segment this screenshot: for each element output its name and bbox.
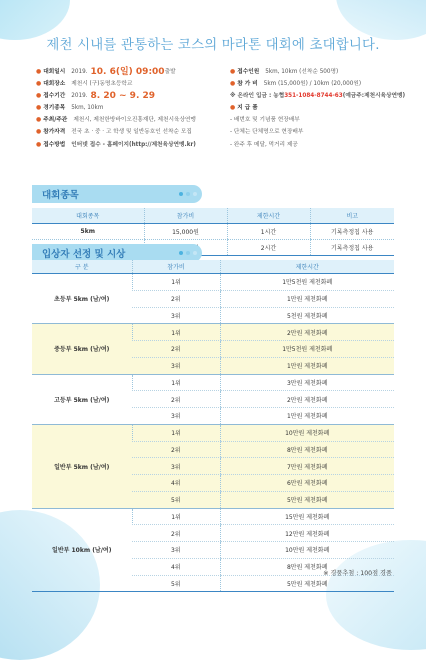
award-category: 초등부 5km (남/여)	[32, 274, 132, 324]
prize-cell: 2만원 제천화폐	[220, 391, 394, 408]
info-row-eligibility	[36, 126, 221, 138]
column-header: 비고	[310, 208, 394, 224]
rank-cell: 3위	[132, 357, 220, 374]
table-row	[32, 374, 394, 391]
bullet-icon: ●	[36, 104, 42, 112]
prize-cell: 1만원 제천화폐	[220, 290, 394, 307]
column-header: 참가비	[132, 260, 220, 274]
event-info-right	[230, 66, 405, 151]
table-cell: 기록측정칩 사용	[310, 224, 394, 240]
info-label: 경기종목	[43, 105, 66, 112]
prize-cell: 8만원 제천화폐	[220, 441, 394, 458]
prize-cell: 8만원 제천화폐	[220, 558, 394, 575]
column-header: 대회종목	[32, 208, 144, 224]
prize-draw-note: ※ 경품추첨 : 100점 경품	[323, 570, 392, 577]
prize-cell: 1만5천원 제천화폐	[220, 274, 394, 291]
info-label: 참 가 비	[237, 81, 258, 88]
info-value: 출발	[164, 69, 176, 75]
info-row-method	[36, 139, 221, 151]
event-date: 10. 6(일) 09:00	[90, 67, 165, 77]
column-header: 구 분	[32, 260, 132, 274]
rank-cell: 4위	[132, 475, 220, 492]
info-row-payment	[230, 90, 405, 102]
prize-cell: 2만원 제천화폐	[220, 324, 394, 341]
info-label: 접수기간	[43, 93, 66, 100]
prize-cell: 7만원 제천화폐	[220, 458, 394, 475]
section-heading-text: 입상자 선정 및 시상	[42, 249, 126, 260]
table-header-row	[32, 208, 394, 224]
info-value: 5km, 10km (선착순 500명)	[265, 69, 339, 75]
award-category: 일반부 5km (남/여)	[32, 424, 132, 508]
column-header: 제한시간	[227, 208, 310, 224]
info-label: 대회일시	[43, 69, 66, 75]
info-value: 2019.	[71, 93, 88, 100]
rank-cell: 2위	[132, 290, 220, 307]
table-cell: 기록측정칩 사용	[310, 240, 394, 256]
info-row-item-3	[230, 139, 405, 151]
info-row-item-1	[230, 114, 405, 126]
table-row	[32, 508, 394, 525]
dots-icon	[179, 192, 197, 196]
rank-cell: 5위	[132, 491, 220, 508]
table-cell: 5km	[32, 224, 144, 240]
info-value: 전국 초 · 중 · 고 학생 및 일반동호인 선착순 모집	[71, 129, 192, 136]
dots-icon	[179, 251, 197, 255]
section-heading-text: 대회종목	[42, 190, 79, 201]
bullet-icon: ●	[230, 80, 236, 88]
prize-cell: 1만원 제천화폐	[220, 408, 394, 425]
prize-cell: 1만5천원 제천화폐	[220, 341, 394, 358]
account-holder: (예금주:제천시육상연맹)	[342, 93, 406, 100]
info-value: - 배번호 및 기념품 현장배부	[230, 117, 300, 124]
bullet-icon: ●	[36, 80, 42, 88]
prize-cell: 3만원 제천화폐	[220, 374, 394, 391]
rank-cell: 3위	[132, 458, 220, 475]
column-header: 제한시간	[220, 260, 394, 274]
info-label: 지 급 품	[237, 105, 258, 112]
column-header: 참가비	[144, 208, 227, 224]
rank-cell: 1위	[132, 424, 220, 441]
rank-cell: 1위	[132, 274, 220, 291]
rank-cell: 1위	[132, 374, 220, 391]
info-value: 5km, 10km	[71, 105, 104, 112]
info-row-host	[36, 114, 221, 126]
info-value: 2019.	[71, 69, 88, 75]
award-category: 중등부 5km (남/여)	[32, 324, 132, 374]
prize-cell: 5만원 제천화폐	[220, 491, 394, 508]
bullet-icon: ●	[36, 92, 42, 100]
prize-cell: 15만원 제천화폐	[220, 508, 394, 525]
bullet-icon: ●	[36, 128, 42, 136]
info-row-items	[230, 102, 405, 114]
bullet-icon: ●	[36, 116, 42, 124]
table-row	[32, 424, 394, 441]
rank-cell: 1위	[132, 324, 220, 341]
table-cell: 2시간	[227, 240, 310, 256]
rank-cell: 3위	[132, 408, 220, 425]
rank-cell: 3위	[132, 542, 220, 559]
rank-cell: 1위	[132, 508, 220, 525]
table-cell: 1시간	[227, 224, 310, 240]
prize-cell: 5만원 제천화폐	[220, 575, 394, 592]
table-row	[32, 274, 394, 291]
info-value: 인터넷 접수 - 홈페이지(http://제천육상연맹.kr)	[71, 141, 196, 148]
payment-note: ※ 온라인 입금 : 농협	[230, 93, 285, 100]
rank-cell: 2위	[132, 341, 220, 358]
bank-account: 351-1084-8744-63	[284, 93, 343, 100]
info-row-period	[36, 90, 221, 102]
info-row-item-2	[230, 126, 405, 138]
info-value: 5km (15,000원) / 10km (20,000원)	[263, 81, 362, 88]
info-label: 대회장소	[43, 81, 66, 88]
info-row-fee	[230, 78, 405, 90]
bullet-icon: ●	[36, 140, 42, 148]
page-title: 제천 시내를 관통하는 코스의 마라톤 대회에 초대합니다.	[46, 38, 380, 53]
info-label: 주최/주관	[43, 117, 68, 124]
bullet-icon: ●	[230, 104, 236, 112]
prize-cell: 10만원 제천화폐	[220, 424, 394, 441]
prize-cell: 10만원 제천화폐	[220, 542, 394, 559]
info-row-capacity	[230, 66, 405, 78]
prize-cell: 1만원 제천화폐	[220, 357, 394, 374]
info-label: 접수인원	[237, 69, 260, 75]
rank-cell: 2위	[132, 441, 220, 458]
event-info-left	[36, 66, 221, 151]
bullet-icon: ●	[230, 68, 236, 75]
prize-cell: 5천원 제천화폐	[220, 307, 394, 324]
rank-cell: 5위	[132, 575, 220, 592]
info-label: 접수방법	[43, 141, 66, 148]
rank-cell: 2위	[132, 525, 220, 542]
info-value: 제천시, 제천한방바이오진흥재단, 제천시육상연맹	[73, 117, 196, 124]
table-header-row	[32, 260, 394, 274]
rank-cell: 3위	[132, 307, 220, 324]
rank-cell: 4위	[132, 558, 220, 575]
info-row-venue	[36, 78, 221, 90]
rank-cell: 2위	[132, 391, 220, 408]
table-row	[32, 224, 394, 240]
prize-cell: 12만원 제천화폐	[220, 525, 394, 542]
bullet-icon: ●	[36, 68, 42, 75]
table-cell: 15,000원	[144, 224, 227, 240]
award-category: 일반부 10km (남/여)	[32, 508, 132, 592]
prize-cell: 6만원 제천화폐	[220, 475, 394, 492]
info-row-date	[36, 66, 221, 78]
info-value: - 단체는 단체명으로 현장배부	[230, 129, 304, 136]
registration-period: 8. 20 ~ 9. 29	[90, 91, 156, 102]
info-label: 참가자격	[43, 129, 66, 136]
awards-table	[32, 260, 394, 592]
info-row-events	[36, 102, 221, 114]
info-value: 제천시 (구)동명초등학교	[71, 81, 133, 88]
info-value: - 완주 후 메달, 먹거리 제공	[230, 141, 298, 148]
award-category: 고등부 5km (남/여)	[32, 374, 132, 424]
table-row	[32, 324, 394, 341]
